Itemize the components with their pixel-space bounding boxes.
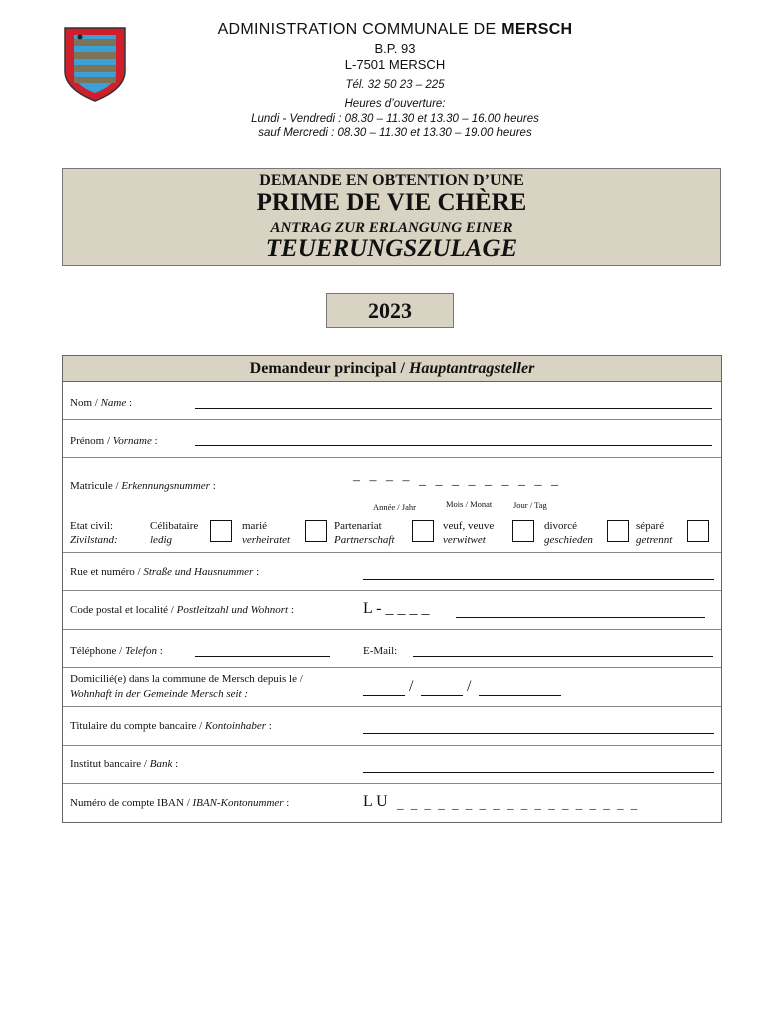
checkbox-partnership[interactable] bbox=[412, 520, 434, 542]
civil-option-single: Célibataire ledig bbox=[150, 520, 199, 546]
street-field[interactable] bbox=[363, 579, 714, 580]
bank-label: Institut bancaire / Bank : bbox=[70, 758, 179, 770]
phone-label: Téléphone / Telefon : bbox=[70, 645, 163, 657]
opening-hours-line2: sauf Mercredi : 08.30 – 11.30 et 13.30 – 19.00 heures bbox=[258, 127, 532, 139]
title-line-de-small: ANTRAG ZUR ERLANGUNG EINER bbox=[270, 220, 513, 236]
iban-field[interactable]: _ _ _ _ _ _ _ _ _ _ _ _ _ _ _ _ _ _ bbox=[397, 796, 640, 811]
form-heading: Demandeur principal / Hauptantragsteller bbox=[63, 356, 721, 382]
postal-code-field[interactable]: L - _ _ _ _ bbox=[363, 600, 430, 617]
email-field[interactable] bbox=[413, 656, 713, 657]
civil-status-label: Etat civil: Zivilstand: bbox=[70, 520, 118, 546]
firstname-field[interactable] bbox=[195, 445, 712, 446]
administration-title: ADMINISTRATION COMMUNALE DE MERSCH bbox=[217, 21, 573, 38]
account-holder-label: Titulaire du compte bancaire / Kontoinhaber : bbox=[70, 720, 272, 732]
telephone-line: Tél. 32 50 23 – 225 bbox=[345, 79, 445, 91]
name-label: Nom / Name : bbox=[70, 397, 133, 409]
form-title-box bbox=[62, 168, 721, 266]
checkbox-separated[interactable] bbox=[687, 520, 709, 542]
locality-field[interactable] bbox=[456, 617, 705, 618]
checkbox-divorced[interactable] bbox=[607, 520, 629, 542]
iban-prefix: L U bbox=[363, 793, 388, 810]
checkbox-married[interactable] bbox=[305, 520, 327, 542]
year-hint: Année / Jahr bbox=[373, 502, 416, 512]
residence-label-de: Wohnhaft in der Gemeinde Mersch seit : bbox=[70, 688, 249, 700]
opening-hours-title: Heures d’ouverture: bbox=[344, 98, 446, 110]
civil-option-married: marié verheiratet bbox=[242, 520, 291, 546]
residence-label-fr: Domicilié(e) dans la commune de Mersch depuis le / bbox=[70, 673, 303, 685]
title-line-fr-main: PRIME DE VIE CHÈRE bbox=[256, 189, 527, 216]
checkbox-single[interactable] bbox=[210, 520, 232, 542]
postal-city: L-7501 MERSCH bbox=[344, 57, 446, 72]
phone-field[interactable] bbox=[195, 656, 330, 657]
checkbox-widowed[interactable] bbox=[512, 520, 534, 542]
postal-code-label: Code postal et localité / Postleitzahl und Wohnort : bbox=[70, 604, 294, 616]
name-field[interactable] bbox=[195, 408, 712, 409]
email-label: E-Mail: bbox=[363, 645, 398, 657]
opening-hours-line1: Lundi - Vendredi : 08.30 – 11.30 et 13.30 – 16.00 heures bbox=[251, 113, 539, 125]
postal-box: B.P. 93 bbox=[374, 41, 416, 56]
applicant-form bbox=[62, 355, 722, 823]
year-box: 2023 bbox=[326, 293, 454, 328]
residence-slash-1: / bbox=[409, 678, 414, 695]
residence-year-field[interactable] bbox=[479, 695, 561, 696]
firstname-label: Prénom / Vorname : bbox=[70, 435, 158, 447]
account-holder-field[interactable] bbox=[363, 733, 714, 734]
residence-slash-2: / bbox=[467, 678, 472, 695]
iban-label: Numéro de compte IBAN / IBAN-Kontonummer : bbox=[70, 797, 290, 809]
residence-month-field[interactable] bbox=[421, 695, 463, 696]
residence-day-field[interactable] bbox=[363, 695, 405, 696]
street-label: Rue et numéro / Straße und Hausnummer : bbox=[70, 566, 260, 578]
matricule-field[interactable]: – – – – _ _ _ _ _ _ _ _ _ bbox=[353, 473, 561, 488]
title-line-de-main: TEUERUNGSZULAGE bbox=[265, 235, 518, 262]
month-hint: Mois / Monat bbox=[446, 499, 493, 509]
title-line-fr-small: DEMANDE EN OBTENTION D’UNE bbox=[259, 172, 524, 189]
bank-field[interactable] bbox=[363, 772, 714, 773]
civil-option-divorced: divorcé geschieden bbox=[544, 520, 593, 546]
civil-option-separated: séparé getrennt bbox=[636, 520, 673, 546]
commune-crest bbox=[62, 25, 128, 103]
civil-option-widowed: veuf, veuve verwitwet bbox=[443, 520, 495, 546]
matricule-label: Matricule / Erkennungsnummer : bbox=[70, 480, 216, 492]
day-hint: Jour / Tag bbox=[513, 500, 547, 510]
civil-option-partnership: Partenariat Partnerschaft bbox=[334, 520, 395, 546]
